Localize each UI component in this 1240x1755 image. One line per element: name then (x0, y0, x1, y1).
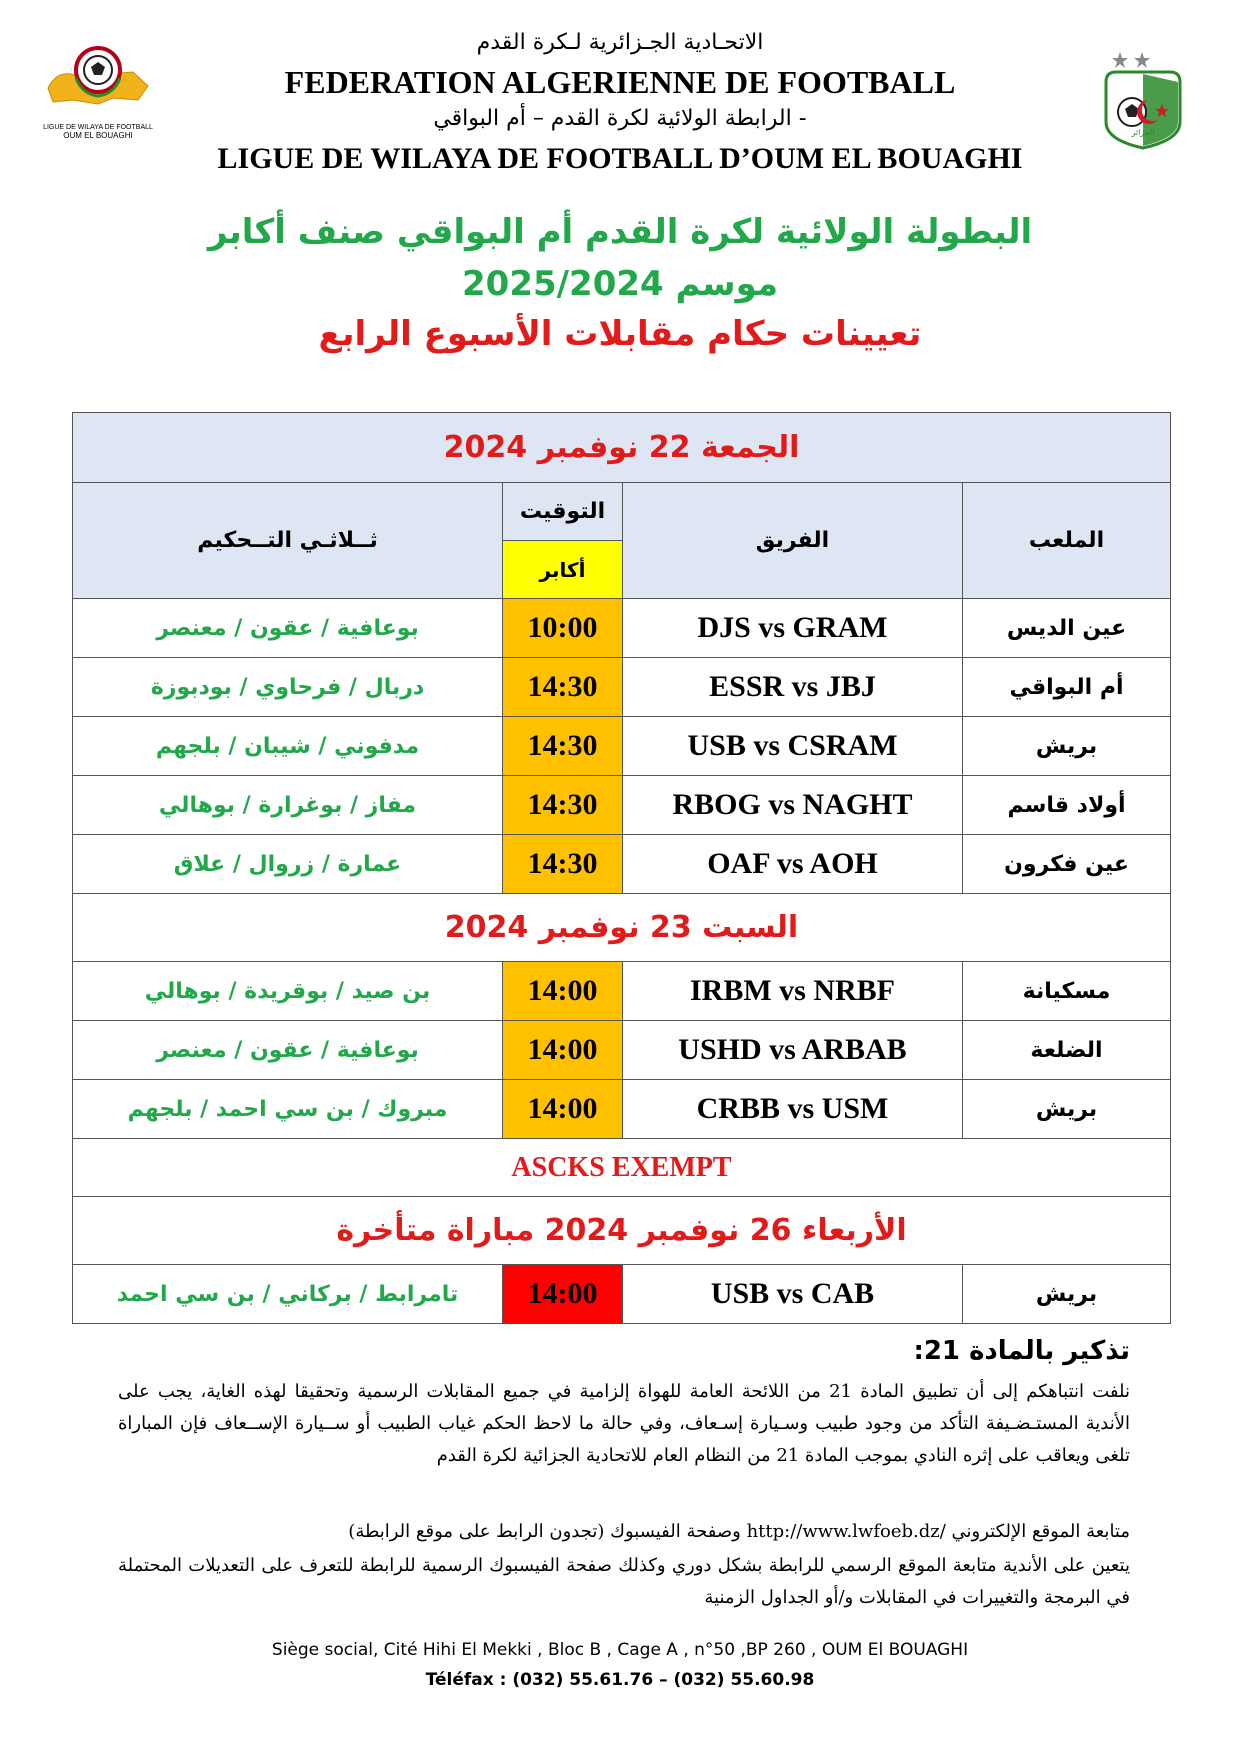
match-time: 14:30 (503, 835, 623, 894)
senior-category-header: أكابر (503, 541, 623, 599)
referee-trio: تامرابط / بركاني / بن سي احمد (73, 1265, 503, 1324)
stadium-name: أولاد قاسم (963, 776, 1171, 835)
federation-name-ar: الاتحـادية الجـزائرية لـكرة القدم (476, 30, 764, 55)
stadium-name: عين فكرون (963, 835, 1171, 894)
stadium-name: مسكيانة (963, 962, 1171, 1021)
match-time: 14:30 (503, 658, 623, 717)
assignments-title: تعيينات حكام مقابلات الأسبوع الرابع (318, 314, 922, 354)
stadium-name: بريش (963, 1265, 1171, 1324)
match-time: 14:00 (503, 962, 623, 1021)
stadium-name: عين الديس (963, 599, 1171, 658)
match-teams: ESSR vs JBJ (623, 658, 963, 717)
footer-phone: Téléfax : (032) 55.61.76 – (032) 55.60.98 (425, 1670, 815, 1690)
match-teams: DJS vs GRAM (623, 599, 963, 658)
exempt-team: ASCKS EXEMPT (511, 1151, 732, 1183)
reminder-paragraph-2: متابعة الموقع الإلكتروني /http://www.lwfoeb.dz وصفحة الفيسبوك (تجدون الرابط على موقع الرابطة) (348, 1521, 1130, 1542)
match-time: 14:00 (503, 1080, 623, 1139)
time-column-header: التوقيت (503, 483, 623, 541)
day-header-row (73, 1197, 1171, 1265)
day-title: الأربعاء 26 نوفمبر 2024 مباراة متأخرة (336, 1213, 907, 1248)
season-title: موسم 2025/2024 (462, 264, 778, 304)
match-time: 14:00 (503, 1265, 623, 1324)
footer-address: Siège social, Cité Hihi El Mekki , Bloc B , Cage A , n°50 ,BP 260 , OUM El BOUAGHI (271, 1640, 969, 1660)
reminder-title: تذكير بالمادة 21: (913, 1336, 1130, 1366)
referee-assignments-table (72, 412, 1171, 1324)
referee-trio: مفاز / بوغرارة / بوهالي (73, 776, 503, 835)
stadium-name: الضلعة (963, 1021, 1171, 1080)
table-row (73, 1021, 1171, 1080)
table-row (73, 776, 1171, 835)
referee-trio: دربال / فرحاوي / بودبوزة (73, 658, 503, 717)
match-teams: IRBM vs NRBF (623, 962, 963, 1021)
stadium-column-header: الملعب (963, 483, 1171, 599)
table-row (73, 658, 1171, 717)
match-time: 14:30 (503, 717, 623, 776)
day-title: السبت 23 نوفمبر 2024 (444, 910, 799, 945)
stadium-name: بريش (963, 1080, 1171, 1139)
match-teams: USB vs CSRAM (623, 717, 963, 776)
match-time: 14:30 (503, 776, 623, 835)
reminder-paragraph-1: نلفت انتباهكم إلى أن تطبيق المادة 21 من اللائحة العامة للهواة إلزامية في جميع المقابلات الرسمية وتحقيقا لهذه الغاية، يجب على الأندية المستـضـيفة التأكد من وجود طبيب وسـيارة إسـعاف، وفي حالة ما لاحظ الحكم غياب الطبيب أو ســيارة الإســعاف فإن المباراة تلغى ويعاقب على إثره النادي بموجب المادة 21 من النظام العام للاتحادية الجزائية لكرة القدم (118, 1381, 1130, 1466)
match-teams: RBOG vs NAGHT (623, 776, 963, 835)
table-row (73, 599, 1171, 658)
reminder-paragraph-3: يتعين على الأندية متابعة الموقع الرسمي للرابطة بشكل دوري وكذلك صفحة الفيسبوك الرسمية للرابطة للتعرف على التعديلات المحتملة في البرمجة والتغييرات في المقابلات و/أو الجداول الزمنية (118, 1555, 1130, 1608)
league-logo-line2: OUM EL BOUAGHI (63, 131, 133, 140)
referee-trio: بن صيد / بوقريدة / بوهالي (73, 962, 503, 1021)
federation-logo (1098, 42, 1188, 152)
stadium-name: أم البواقي (963, 658, 1171, 717)
stadium-name: بريش (963, 717, 1171, 776)
federation-name-fr: FEDERATION ALGERIENNE DE FOOTBALL (284, 64, 956, 100)
column-header-row (73, 483, 1171, 541)
table-row (73, 962, 1171, 1021)
league-name-ar: الرابطة الولائية لكرة القدم – أم البواقي - (433, 106, 807, 131)
table-row (73, 717, 1171, 776)
referee-trio: مدفوني / شيبان / بلجهم (73, 717, 503, 776)
day-header-row (73, 413, 1171, 483)
table-row (73, 1080, 1171, 1139)
day-header-row (73, 894, 1171, 962)
team-column-header: الفريق (623, 483, 963, 599)
match-teams: USHD vs ARBAB (623, 1021, 963, 1080)
match-teams: OAF vs AOH (623, 835, 963, 894)
table-row (73, 835, 1171, 894)
league-logo-icon (38, 38, 158, 118)
referees-column-header: ثــلاثـي التــحكيم (73, 483, 503, 599)
match-time: 14:00 (503, 1021, 623, 1080)
match-teams: USB vs CAB (623, 1265, 963, 1324)
league-logo-line1: LIGUE DE WILAYA DE FOOTBALL (43, 124, 153, 131)
federation-logo-text: الجزائر (1131, 128, 1155, 137)
exempt-row (73, 1139, 1171, 1197)
table-row (73, 1265, 1171, 1324)
league-logo (38, 38, 158, 140)
championship-title: البطولة الولائية لكرة القدم أم البواقي صنف أكابر (207, 212, 1033, 252)
league-name-fr: LIGUE DE WILAYA DE FOOTBALL D’OUM EL BOUAGHI (217, 142, 1023, 175)
match-time: 10:00 (503, 599, 623, 658)
referee-trio: عمارة / زروال / علاق (73, 835, 503, 894)
referee-trio: مبروك / بن سي احمد / بلجهم (73, 1080, 503, 1139)
referee-trio: بوعافية / عقون / معنصر (73, 599, 503, 658)
referee-trio: بوعافية / عقون / معنصر (73, 1021, 503, 1080)
match-teams: CRBB vs USM (623, 1080, 963, 1139)
day-title: الجمعة 22 نوفمبر 2024 (443, 430, 800, 465)
